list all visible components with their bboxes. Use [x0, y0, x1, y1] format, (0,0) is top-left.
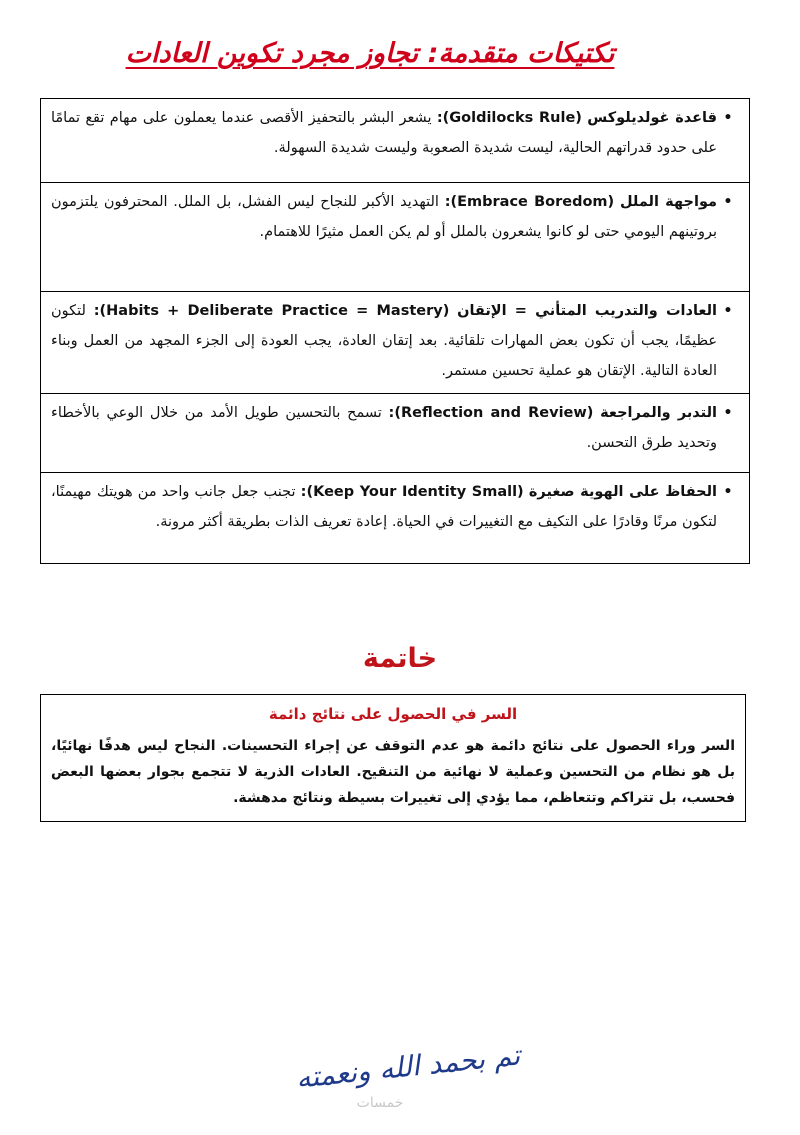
tip-term: التدبر والمراجعة — [600, 405, 718, 421]
tip-text: يشعر البشر بالتحفيز الأقصى عندما يعملون على مهام تقع تمامًا على حدود قدراتهم الحالية، ليست شديدة الصعوبة وليست شديدة السهولة. — [51, 110, 717, 156]
bullet-icon: • — [723, 110, 733, 126]
tip-english: :(Embrace Boredom) — [444, 194, 615, 210]
page-title: تكتيكات متقدمة: تجاوز مجرد تكوين العادات — [125, 38, 615, 69]
tip-english: :(Habits + Deliberate Practice = Mastery) — [93, 303, 450, 319]
tip-term: الحفاظ على الهوية صغيرة — [528, 484, 717, 500]
tip-cell — [41, 473, 750, 564]
tip-text: لتكون عظيمًا، يجب أن تكون بعض المهارات تلقائية. بعد إتقان العادة، يجب العودة إلى الجزء المجهد من العمل وبناء العادة التالية. الإتقان هو عملية تحسين مستمر. — [51, 303, 717, 379]
tip-text: تجنب جعل جانب واحد من هويتك مهيمنًا، لتكون مرنًا وقادرًا على التكيف مع التغييرات في الحياة. إعادة تعريف الذات بطريقة أكثر مرونة. — [51, 484, 717, 530]
table-row — [41, 473, 750, 564]
tip-cell — [41, 183, 750, 292]
watermark: خمسات — [356, 1095, 404, 1111]
table-row — [41, 183, 750, 292]
conclusion-box — [40, 694, 746, 822]
bullet-icon: • — [723, 303, 733, 319]
tip-cell — [41, 394, 750, 473]
bullet-icon: • — [723, 405, 733, 421]
handwritten-signature: تم بحمد الله ونعمته — [294, 1038, 522, 1095]
conclusion-subtitle: السر في الحصول على نتائج دائمة — [268, 705, 518, 723]
tip-term: العادات والتدريب المتأني = الإتقان — [457, 303, 718, 319]
tip-text: تسمح بالتحسين طويل الأمد من خلال الوعي بالأخطاء وتحديد طرق التحسن. — [51, 405, 717, 451]
tip-cell — [41, 99, 750, 183]
tip-term: قاعدة غولديلوكس — [587, 110, 717, 126]
tip-cell — [41, 292, 750, 394]
tip-english: :(Reflection and Review) — [388, 405, 594, 421]
table-row — [41, 394, 750, 473]
bullet-icon: • — [723, 194, 733, 210]
tip-english: :(Goldilocks Rule) — [436, 110, 582, 126]
tip-text: التهديد الأكبر للنجاح ليس الفشل، بل الملل. المحترفون يلتزمون بروتينهم اليومي حتى لو كانوا يشعرون بالملل أو لم يكن العمل مثيرًا للاهتمام. — [51, 194, 717, 240]
conclusion-heading: خاتمة — [362, 643, 438, 674]
table-row — [41, 292, 750, 394]
table-row — [41, 99, 750, 183]
tip-term: مواجهة الملل — [619, 194, 718, 210]
tip-english: :(Keep Your Identity Small) — [300, 484, 524, 500]
tips-table — [40, 98, 750, 564]
bullet-icon: • — [723, 484, 733, 500]
conclusion-body: السر وراء الحصول على نتائج دائمة هو عدم التوقف عن إجراء التحسينات. النجاح ليس هدفًا نهائيًا، بل هو نظام من التحسين وعملية لا نهائية من التنقيح. العادات الذرية لا تتجمع بجوار بعضها البعض فحسب، بل تتراكم وتتعاظم، مما يؤدي إلى تغييرات بسيطة ونتائج مدهشة. — [51, 738, 735, 806]
